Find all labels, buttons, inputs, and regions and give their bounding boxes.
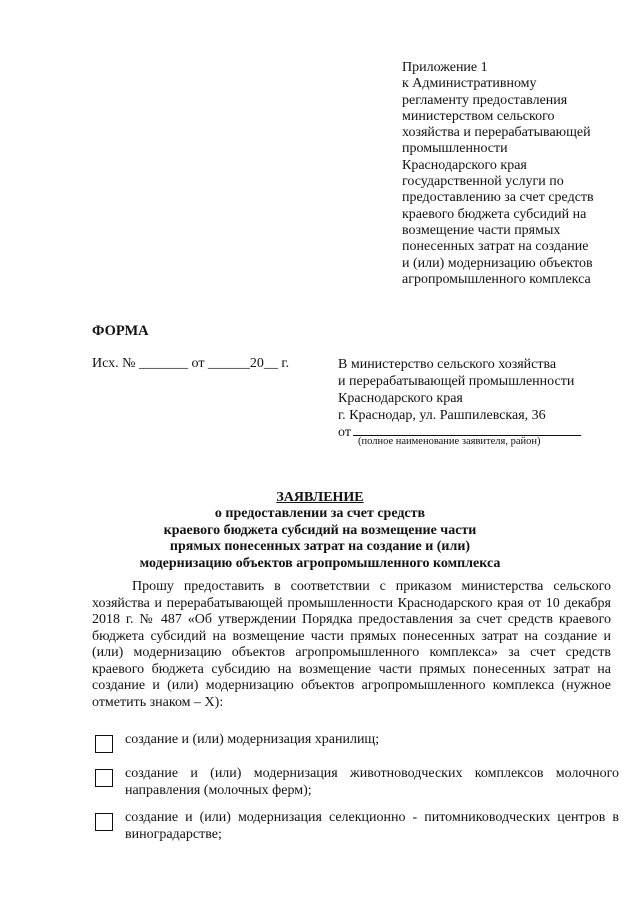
- title-line: о предоставлении за счет средств: [214, 506, 426, 522]
- checkbox-nursery-centers[interactable]: [95, 813, 113, 831]
- appendix-line: промышленности: [402, 141, 508, 157]
- from-label: от: [338, 425, 351, 440]
- addressee-line: и перерабатывающей промышленности: [338, 374, 575, 389]
- appendix-line: понесенных затрат на создание: [402, 239, 589, 255]
- option-nursery-centers: [92, 810, 619, 846]
- appendix-line: краевого бюджета субсидий на: [402, 206, 587, 222]
- appendix-line: предоставлению за счет средств: [402, 190, 594, 206]
- addressee-line: В министерство сельского хозяйства: [338, 357, 557, 372]
- option-dairy-farms: [92, 766, 619, 802]
- option-storage: [92, 732, 619, 756]
- applicant-name-field[interactable]: [353, 424, 581, 436]
- addressee-line: Краснодарского края: [338, 391, 463, 406]
- appendix-line: хозяйства и перерабатывающей: [402, 125, 591, 141]
- request-paragraph: Прошу предоставить в соответствии с приказом министерства сельского хозяйства и перерабатывающей промышленности Краснодарского края от 10 декабря 2018 г. № 487 «Об утверждении Порядка предоставления за счет средств краевого бюджета субсидий на возмещение части прямых понесенных затрат на создание и (или) модернизацию объектов агропромышленного комплекса» за счет средств краевого бюджета субсидию на возмещение части прямых понесенных затрат на создание и (или) модернизацию объектов агропромышленного комплекса (нужное отметить знаком – X):: [92, 579, 611, 710]
- form-label: ФОРМА: [92, 323, 149, 339]
- appendix-line: возмещение части прямых: [402, 222, 561, 238]
- addressee-line: г. Краснодар, ул. Рашпилевская, 36: [338, 408, 546, 423]
- checkbox-storage[interactable]: [95, 735, 113, 753]
- appendix-line: регламенту предоставления: [402, 92, 568, 108]
- title-line: краевого бюджета субсидий на возмещение части: [163, 522, 477, 538]
- appendix-line: и (или) модернизацию объектов: [402, 255, 593, 271]
- outgoing-reference: Исх. № _______ от ______20__ г.: [92, 356, 290, 371]
- appendix-line: Краснодарского края: [402, 157, 527, 173]
- appendix-line: к Административному: [402, 76, 537, 92]
- addressee-block: [338, 356, 618, 441]
- option-label: создание и (или) модернизация селекционно - питомниководческих центров в виноградарстве;: [125, 810, 619, 842]
- checkbox-dairy-farms[interactable]: [95, 769, 113, 787]
- title-main: ЗАЯВЛЕНИЕ: [276, 490, 364, 505]
- appendix-header: [402, 60, 627, 288]
- appendix-line: Приложение 1: [402, 60, 488, 75]
- appendix-line: агропромышленного комплекса: [402, 271, 591, 287]
- document-title: [80, 490, 560, 572]
- option-label: создание и (или) модернизация животноводческих комплексов молочного направления (молочных ферм);: [125, 766, 619, 798]
- appendix-line: государственной услуги по: [402, 174, 564, 190]
- applicant-caption: (полное наименование заявителя, район): [358, 436, 541, 447]
- option-label: создание и (или) модернизация хранилищ;: [125, 732, 380, 747]
- appendix-line: министерством сельского: [402, 108, 555, 124]
- title-line: прямых понесенных затрат на создание и (или): [169, 539, 471, 555]
- title-line: модернизацию объектов агропромышленного комплекса: [139, 555, 501, 571]
